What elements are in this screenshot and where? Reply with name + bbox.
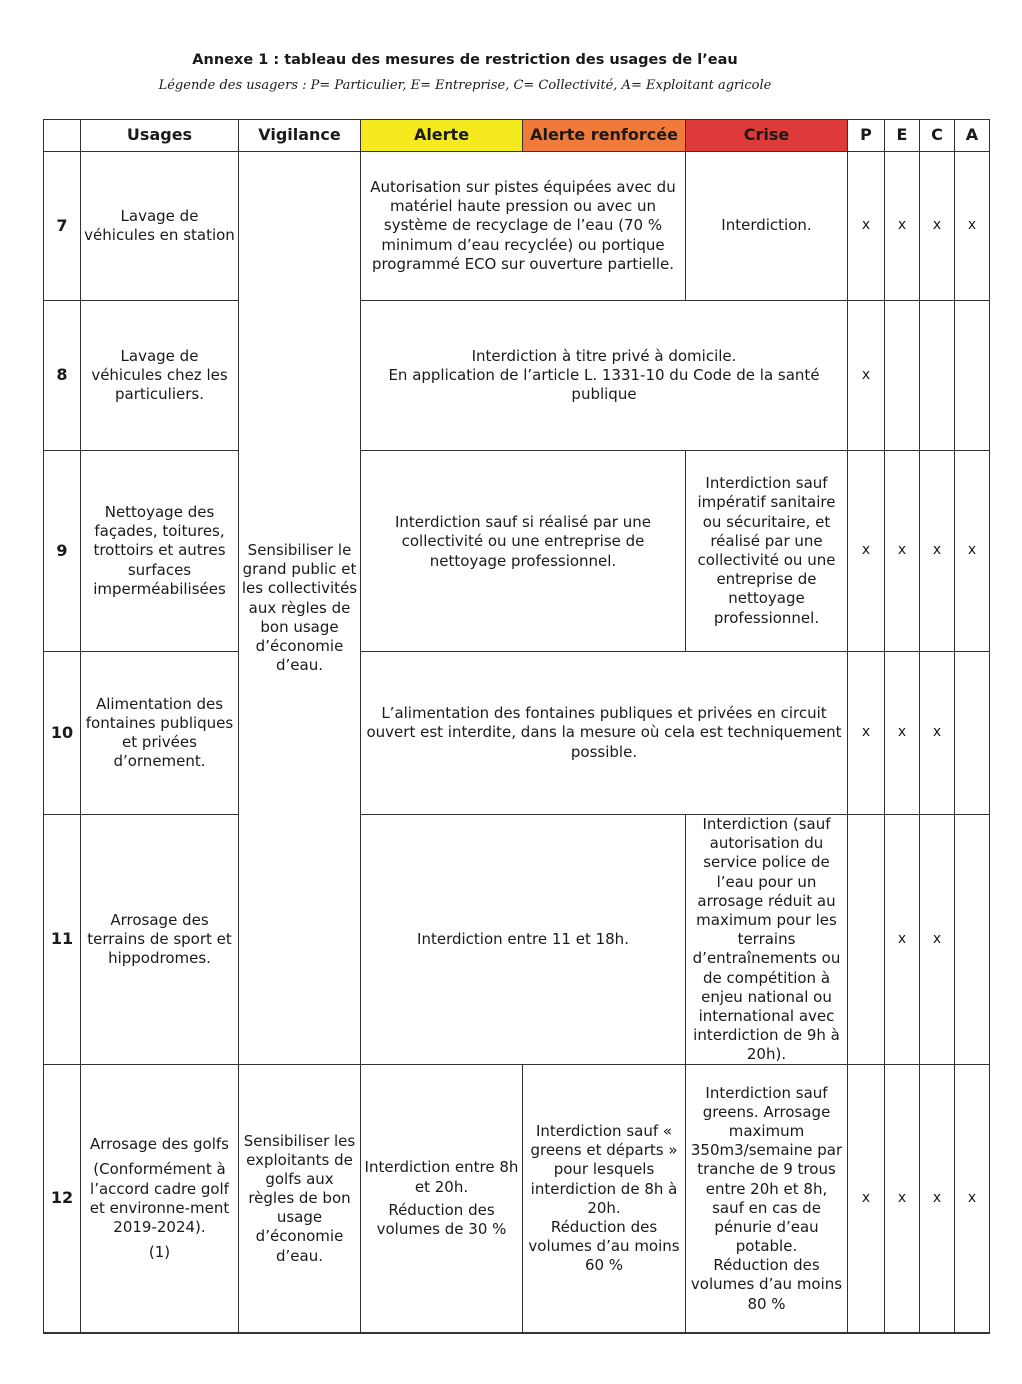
- table-row: [44, 451, 990, 652]
- measure-line: Interdiction sauf greens. Arrosage maximum 350m3/semaine par tranche de 9 trous entre 20h et 8h, sauf en cas de pénurie d’eau potable.: [690, 1083, 843, 1256]
- mark-c: x: [920, 815, 955, 1065]
- mark-a: [955, 652, 990, 815]
- mark-e: x: [885, 451, 920, 652]
- usage-line: (Conformément à l’accord cadre golf et environne-ment 2019-2024).: [89, 1160, 230, 1236]
- footnote-ref: (1): [148, 1243, 171, 1262]
- measure-line: Interdiction à titre privé à domicile.: [471, 346, 737, 365]
- table-row: [44, 301, 990, 451]
- row-number: 8: [44, 301, 81, 451]
- mark-p: x: [848, 1065, 885, 1333]
- table-row: [44, 1065, 990, 1333]
- row-number: 7: [44, 152, 81, 301]
- measure-line: Réduction des volumes d’au moins 60 %: [528, 1217, 680, 1275]
- alerte-renforcee-cell: Interdiction sauf si réalisé par une collectivité ou une entreprise de nettoyage professionnel.: [361, 451, 686, 652]
- usage-cell: Lavage de véhicules chez les particuliers.: [81, 301, 239, 451]
- row-number: 9: [44, 451, 81, 652]
- measure-line: En application de l’article L. 1331-10 du Code de la santé publique: [388, 365, 820, 404]
- row-number: 10: [44, 652, 81, 815]
- header-num: [44, 120, 81, 152]
- mark-c: x: [920, 1065, 955, 1333]
- table-row: [44, 815, 990, 1065]
- merged-measure-cell: [361, 301, 848, 451]
- merged-measure-cell: L’alimentation des fontaines publiques et privées en circuit ouvert est interdite, dans la mesure où cela est techniquement possible.: [361, 652, 848, 815]
- table-row: [44, 652, 990, 815]
- mark-c: x: [920, 152, 955, 301]
- mark-e: x: [885, 652, 920, 815]
- mark-a: x: [955, 451, 990, 652]
- header-row: [44, 120, 990, 152]
- mark-e: [885, 301, 920, 451]
- mark-p: [848, 815, 885, 1065]
- header-alerte-renforcee: Alerte renforcée: [523, 120, 686, 152]
- crise-cell: Interdiction (sauf autorisation du service police de l’eau pour un arrosage réduit au maximum pour les terrains d’entraînements ou de compétition à enjeu national ou international avec interdiction de 9h à 20h).: [686, 815, 848, 1065]
- document-title: Annexe 1 : tableau des mesures de restriction des usages de l’eau: [192, 52, 738, 68]
- measure-line: Interdiction entre 8h et 20h.: [364, 1158, 519, 1196]
- usage-line: Arrosage des golfs: [90, 1135, 229, 1154]
- row-number: 12: [44, 1065, 81, 1333]
- header-alerte: Alerte: [361, 120, 523, 152]
- header-a: A: [955, 120, 990, 152]
- mark-a: [955, 301, 990, 451]
- alerte-renforcee-cell: Interdiction entre 11 et 18h.: [361, 815, 686, 1065]
- alerte-renforcee-cell: Autorisation sur pistes équipées avec du matériel haute pression ou avec un système de recyclage de l’eau (70 % minimum d’eau recyclée) ou portique programmé ECO sur ouverture partielle.: [361, 152, 686, 301]
- crise-cell: Interdiction sauf impératif sanitaire ou sécuritaire, et réalisé par une collectivité ou une entreprise de nettoyage professionnel.: [686, 451, 848, 652]
- mark-c: x: [920, 652, 955, 815]
- mark-a: x: [955, 152, 990, 301]
- crise-cell: [686, 1065, 848, 1333]
- usage-cell: Lavage de véhicules en station: [81, 152, 239, 301]
- mark-p: x: [848, 301, 885, 451]
- header-c: C: [920, 120, 955, 152]
- mark-a: x: [955, 1065, 990, 1333]
- measure-line: Interdiction sauf « greens et départs » pour lesquels interdiction de 8h à 20h.: [530, 1121, 678, 1217]
- restriction-table: [43, 119, 990, 1334]
- mark-a: [955, 815, 990, 1065]
- table-row: [44, 152, 990, 301]
- alerte-renforcee-cell: [523, 1065, 686, 1333]
- mark-c: x: [920, 451, 955, 652]
- mark-p: x: [848, 451, 885, 652]
- alerte-cell: [361, 1065, 523, 1333]
- row-number: 11: [44, 815, 81, 1065]
- usage-cell: [81, 1065, 239, 1333]
- mark-e: x: [885, 815, 920, 1065]
- measure-line: Réduction des volumes de 30 %: [376, 1200, 507, 1238]
- header-p: P: [848, 120, 885, 152]
- mark-c: [920, 301, 955, 451]
- mark-e: x: [885, 152, 920, 301]
- header-vigilance: Vigilance: [239, 120, 361, 152]
- vigilance-cell: Sensibiliser le grand public et les collectivités aux règles de bon usage d’économie d’eau.: [239, 152, 361, 1065]
- users-legend: Légende des usagers : P= Particulier, E= Entreprise, C= Collectivité, A= Exploitant agricole: [158, 78, 772, 93]
- header-usages: Usages: [81, 120, 239, 152]
- mark-p: x: [848, 152, 885, 301]
- usage-cell: Arrosage des terrains de sport et hippodromes.: [81, 815, 239, 1065]
- crise-cell: Interdiction.: [686, 152, 848, 301]
- header-e: E: [885, 120, 920, 152]
- header-crise: Crise: [686, 120, 848, 152]
- usage-cell: Alimentation des fontaines publiques et privées d’ornement.: [81, 652, 239, 815]
- mark-p: x: [848, 652, 885, 815]
- usage-cell: Nettoyage des façades, toitures, trottoirs et autres surfaces imperméabilisées: [81, 451, 239, 652]
- vigilance-cell: Sensibiliser les exploitants de golfs aux règles de bon usage d’économie d’eau.: [239, 1065, 361, 1333]
- mark-e: x: [885, 1065, 920, 1333]
- measure-line: Réduction des volumes d’au moins 80 %: [690, 1256, 843, 1313]
